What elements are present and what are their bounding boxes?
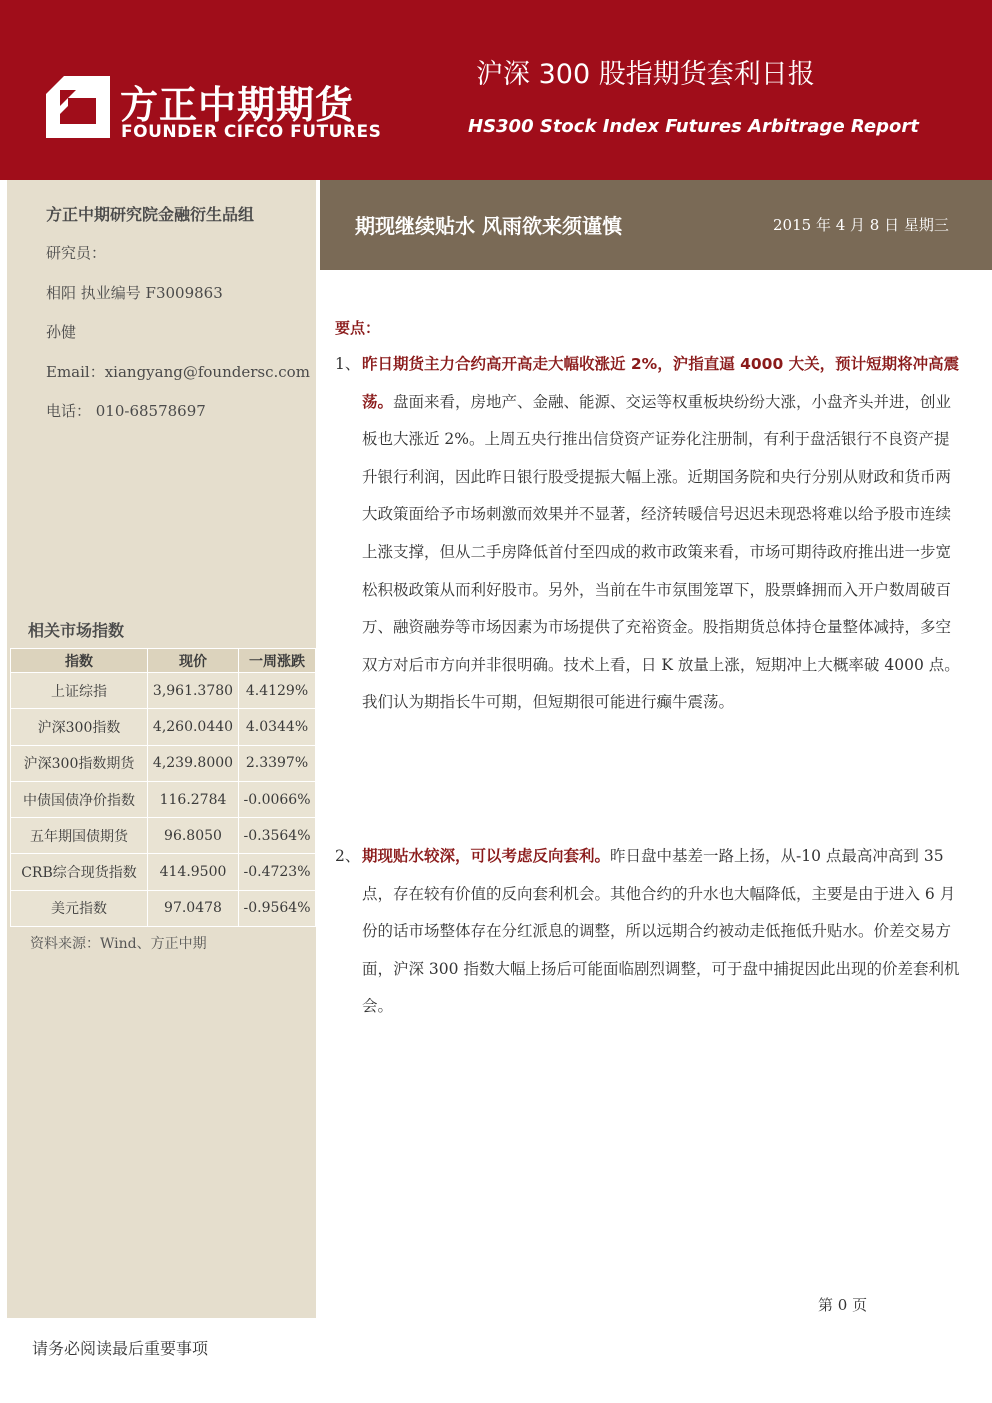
column-header-price: 现价 <box>148 649 239 673</box>
table-row <box>11 673 316 709</box>
index-change: -0.0066% <box>239 781 316 817</box>
market-index-table <box>10 648 316 927</box>
logo-chinese-name: 方正中期期货 <box>120 83 355 127</box>
index-change: -0.3564% <box>239 818 316 854</box>
researcher-2: 孙健 <box>46 323 77 341</box>
table-row <box>11 890 316 926</box>
key-point-number: 1、 <box>335 355 361 373</box>
contact-phone: 电话： 010-68578697 <box>46 402 206 420</box>
index-change: 4.4129% <box>239 673 316 709</box>
key-point-1 <box>335 346 965 722</box>
research-group-name: 方正中期研究院金融衍生品组 <box>46 205 255 224</box>
key-points-label: 要点： <box>335 319 381 337</box>
index-change: -0.9564% <box>239 890 316 926</box>
table-row <box>11 781 316 817</box>
index-name: 中债国债净价指数 <box>11 781 148 817</box>
key-point-text: 昨日盘中基差一路上扬，从-10 点最高冲高到 35 点，存在较有价值的反向套利机会。其他合约的升水也大幅降低，主要是由于进入 6 月份的话市场整体存在分红派息的调整，所以远期合约被动走低拖低升贴水。价差交易方面，沪深 300 指数大幅上扬后可能面临剧烈调整，可于盘中捕捉因此出现的价差套利机会。 <box>362 847 960 1016</box>
column-header-weekly-change: 一周涨跌 <box>239 649 316 673</box>
report-title-english: HS300 Stock Index Futures Arbitrage Report <box>468 116 919 137</box>
index-name: 美元指数 <box>11 890 148 926</box>
table-row <box>11 745 316 781</box>
table-row <box>11 818 316 854</box>
headline-title: 期现继续贴水 风雨欲来须谨慎 <box>355 214 622 238</box>
index-name: 沪深300指数期货 <box>11 745 148 781</box>
key-point-2 <box>335 838 965 1026</box>
logo-english-name: FOUNDER CIFCO FUTURES <box>121 122 382 142</box>
index-change: 4.0344% <box>239 709 316 745</box>
table-row <box>11 709 316 745</box>
index-name: 上证综指 <box>11 673 148 709</box>
index-price: 4,260.0440 <box>148 709 239 745</box>
founder-logo-icon <box>46 76 110 138</box>
key-point-highlight: 期现贴水较深，可以考虑反向套利。 <box>362 847 611 865</box>
key-point-text: 盘面来看，房地产、金融、能源、交运等权重板块纷纷大涨，小盘齐头并进，创业板也大涨近 2%。上周五央行推出信贷资产证券化注册制，有利于盘活银行不良资产提升银行利润，因此昨日银行股受提振大幅上涨。近期国务院和央行分别从财政和货币两大政策面给予市场刺激而效果并不显著，经济转暖信号迟迟未现恐将难以给予股市连续上涨支撑，但从二手房降低首付至四成的救市政策来看，市场可期待政府推出进一步宽松积极政策从而利好股市。另外，当前在牛市氛围笼罩下，股票蜂拥而入开户数周破百万、融资融券等市场因素为市场提供了充裕资金。股指期货总体持仓量整体减持，多空双方对后市方向并非很明确。技术上看，日 K 放量上涨，短期冲上大概率破 4000 点。我们认为期指长牛可期，但短期很可能进行癫牛震荡。 <box>362 392 960 712</box>
researcher-1: 相阳 执业编号 F3009863 <box>46 284 223 302</box>
index-price: 116.2784 <box>148 781 239 817</box>
index-name: 五年期国债期货 <box>11 818 148 854</box>
index-price: 97.0478 <box>148 890 239 926</box>
page-number: 第 0 页 <box>818 1296 868 1314</box>
contact-email[interactable]: Email：xiangyang@foundersc.com <box>46 363 310 381</box>
index-change: -0.4723% <box>239 854 316 890</box>
report-title-chinese: 沪深 300 股指期货套利日报 <box>476 59 815 90</box>
index-change: 2.3397% <box>239 745 316 781</box>
key-point-highlight: 昨日期货主力合约高开高走大幅收涨近 2%，沪指直逼 4000 大关，预计短期将冲高震荡。 <box>362 355 960 411</box>
index-price: 414.9500 <box>148 854 239 890</box>
data-source-note: 资料来源：Wind、方正中期 <box>30 936 207 952</box>
disclaimer-note: 请务必阅读最后重要事项 <box>32 1339 209 1358</box>
researcher-label: 研究员： <box>46 244 107 262</box>
market-index-title: 相关市场指数 <box>28 621 125 640</box>
index-price: 3,961.3780 <box>148 673 239 709</box>
key-point-number: 2、 <box>335 847 361 865</box>
index-price: 4,239.8000 <box>148 745 239 781</box>
column-header-index: 指数 <box>11 649 148 673</box>
report-date: 2015 年 4 月 8 日 星期三 <box>773 216 949 234</box>
table-header-row <box>11 649 316 673</box>
index-name: CRB综合现货指数 <box>11 854 148 890</box>
index-price: 96.8050 <box>148 818 239 854</box>
index-name: 沪深300指数 <box>11 709 148 745</box>
table-row <box>11 854 316 890</box>
